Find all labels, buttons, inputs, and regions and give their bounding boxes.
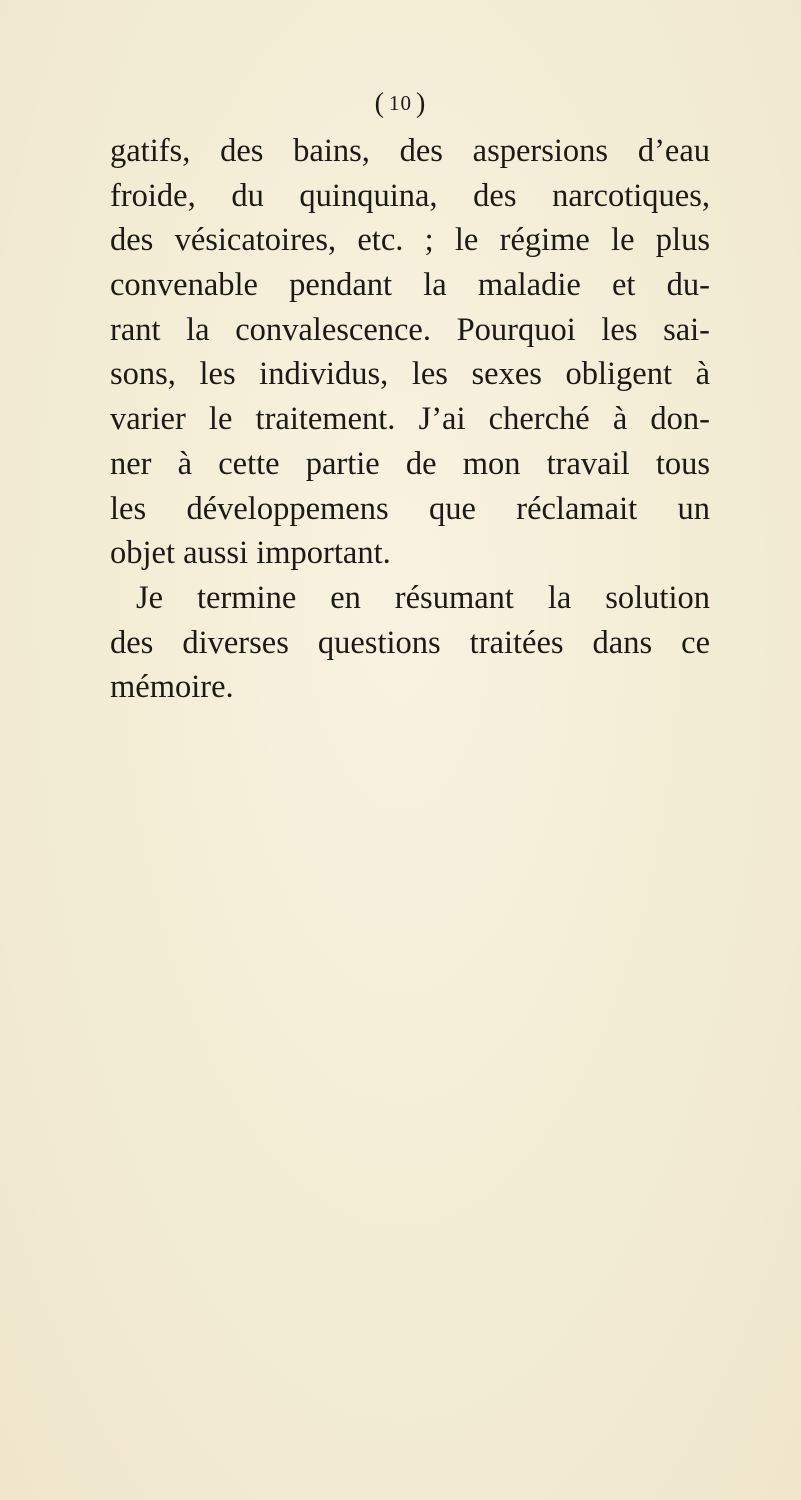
text-line: sons, les individus, les sexes obligent à — [110, 356, 710, 393]
text-line: des diverses questions traitées dans ce — [110, 624, 710, 661]
text-line: des vésicatoires, etc. ; le régime le plus — [110, 222, 710, 259]
text-line: objet aussi important. — [110, 535, 391, 572]
text-line-paragraph-start: Je termine en résumant la solution — [136, 579, 710, 616]
text-line: mémoire. — [110, 669, 234, 706]
text-line: ner à cette partie de mon travail tous — [110, 445, 710, 482]
text-line: froide, du quinquina, des narcotiques, — [110, 177, 710, 214]
page-number — [0, 84, 801, 125]
text-line: les développemens que réclamait un — [110, 490, 710, 527]
page-number-close-paren: ) — [416, 88, 427, 119]
text-line: rant la convalescence. Pourquoi les sai- — [110, 311, 710, 348]
text-line: varier le traitement. J’ai cherché à don- — [110, 401, 710, 438]
body-text — [110, 129, 710, 710]
page-number-value: 10 — [389, 91, 412, 115]
text-line: convenable pendant la maladie et du- — [110, 267, 710, 304]
page-number-open-paren: ( — [374, 88, 385, 119]
text-line: gatifs, des bains, des aspersions d’eau — [110, 133, 710, 169]
